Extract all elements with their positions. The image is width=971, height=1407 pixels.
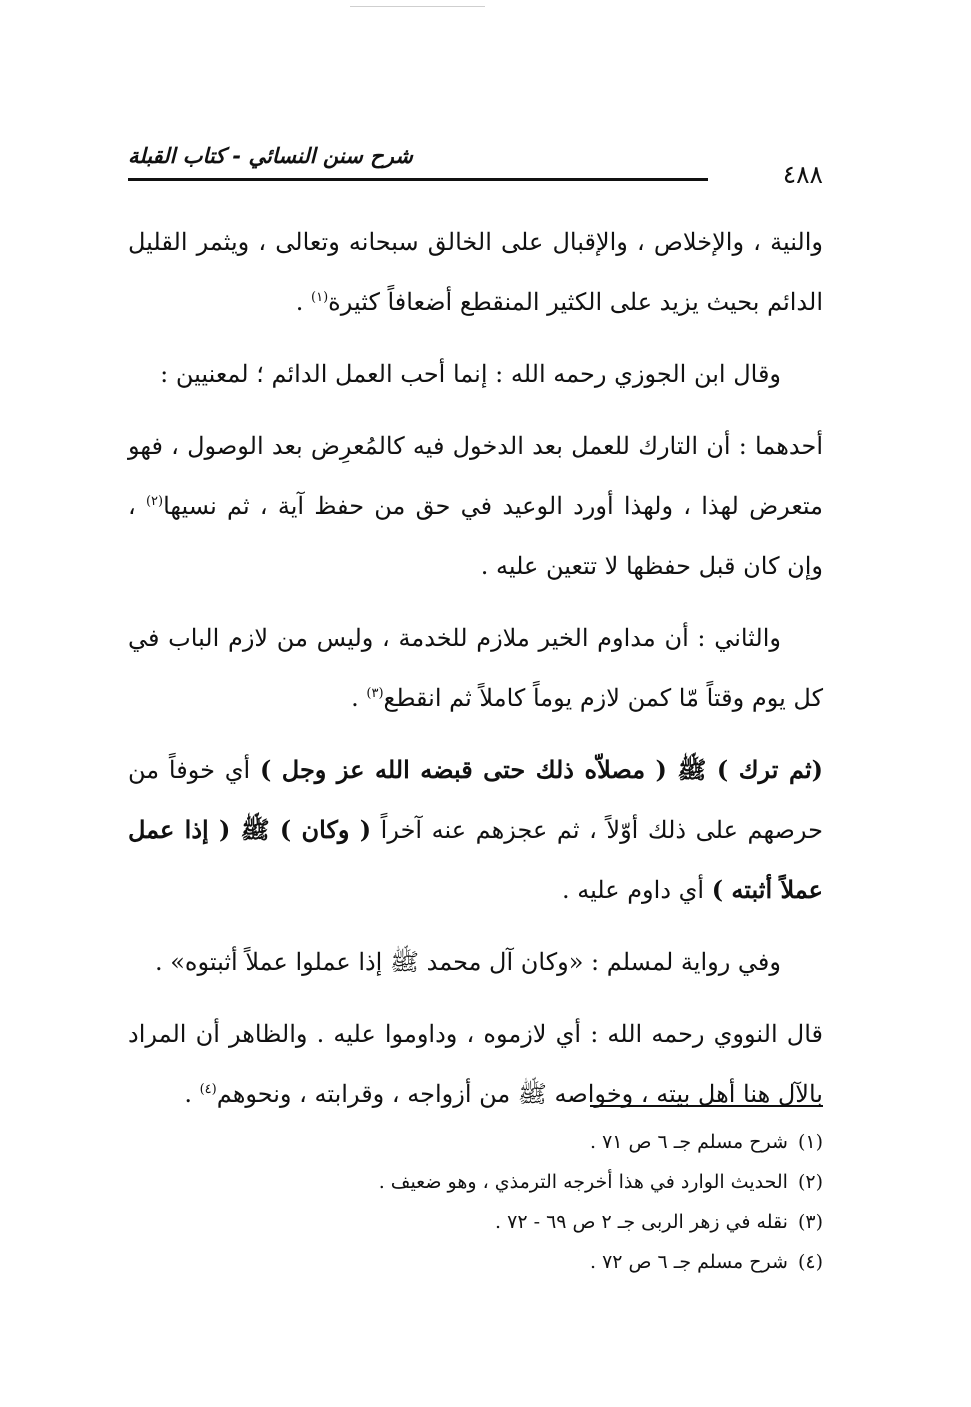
main-text — [128, 212, 824, 1108]
footnote-number: (٤) — [797, 1251, 823, 1273]
footnote-text: نقله في زهر الربى جـ ٢ ص ٦٩ - ٧٢ . — [495, 1211, 788, 1233]
paragraph-2 — [128, 344, 823, 404]
paragraph-text: ، وإن كان قبل حفظها لا تتعين عليه . — [128, 492, 823, 580]
footnote-ref: (٢) — [145, 494, 164, 509]
paragraph-text: قال النووي رحمه الله : أي لازموه ، وداوموا عليه . والظاهر أن المراد بالآل هنا أهل بيته ، وخواصه ﷺ من أزواجه ، وقرابته ، ونحوهم — [128, 1020, 823, 1108]
footnote-text: شرح مسلم جـ ٦ ص ٧٢ . — [589, 1251, 788, 1273]
paragraph-text: وفي رواية لمسلم : «وكان آل محمد ﷺ إذا عملوا عملاً أثبتوه» . — [154, 948, 781, 976]
footnote-divider — [590, 1105, 823, 1107]
footnote-number: (١) — [797, 1131, 823, 1153]
paragraph-text: والنية ، والإخلاص ، والإقبال على الخالق سبحانه وتعالى ، ويثمر القليل الدائم بحيث يزيد على الكثير المنقطع أضعافاً كثيرة — [128, 228, 824, 316]
paragraph-6 — [128, 932, 823, 992]
paragraph-text: والثاني : أن مداوم الخير ملازم للخدمة ، وليس من لازم الباب في كل يوم وقتاً مّا كمن لازم يوماً كاملاً ثم انقطع — [128, 624, 823, 712]
footnote-text: الحديث الوارد في هذا أخرجه الترمذي ، وهو ضعيف . — [378, 1171, 788, 1193]
paragraph-text: وقال ابن الجوزي رحمه الله : إنما أحب العمل الدائم ؛ لمعنيين : — [160, 360, 781, 388]
footnote-item — [128, 1202, 823, 1242]
paragraph-1 — [128, 212, 823, 332]
footnote-item — [128, 1122, 823, 1162]
paragraph-text: . — [295, 288, 311, 316]
footnote-item — [128, 1242, 823, 1282]
paragraph-text: . — [351, 684, 367, 712]
page-number: ٤٨٨ — [782, 160, 823, 189]
header-rule — [128, 178, 708, 181]
footnote-ref: (٤) — [199, 1082, 217, 1097]
paragraph-4 — [128, 608, 823, 728]
hadith-quote: ( وكان ) ﷺ ( إذا عمل عملاً أثبته ) — [128, 815, 823, 904]
footnote-number: (٢) — [797, 1171, 823, 1193]
running-title: شرح سنن النسائي - كتاب القبلة — [128, 144, 413, 168]
paragraph-text: . — [184, 1080, 200, 1108]
footnotes — [128, 1122, 823, 1282]
hadith-quote: (ثم ترك ) ﷺ ( مصلاّه ذلك حتى قبضه الله عز وجل ) — [259, 755, 823, 784]
footnote-number: (٣) — [797, 1211, 823, 1233]
footnote-ref: (٣) — [366, 686, 384, 701]
paragraph-text: أي داوم عليه . — [561, 876, 712, 904]
footnote-ref: (١) — [311, 290, 329, 305]
footnote-text: شرح مسلم جـ ٦ ص ٧١ . — [589, 1131, 788, 1153]
paragraph-3 — [128, 416, 823, 596]
paragraph-text: أي خوفاً من حرصهم على ذلك أوّلاً ، ثم عجزهم عنه آخراً — [128, 756, 823, 844]
page-header — [128, 138, 823, 188]
paragraph-text: أحدهما : أن التارك للعمل بعد الدخول فيه كالمُعرِض بعد الوصول ، فهو متعرض لهذا ، ولهذا أورد الوعيد في حق من حفظ آية ، ثم نسيها — [128, 432, 824, 520]
scan-edge-mark — [350, 6, 485, 7]
paragraph-5 — [128, 740, 823, 920]
footnote-item — [128, 1162, 823, 1202]
